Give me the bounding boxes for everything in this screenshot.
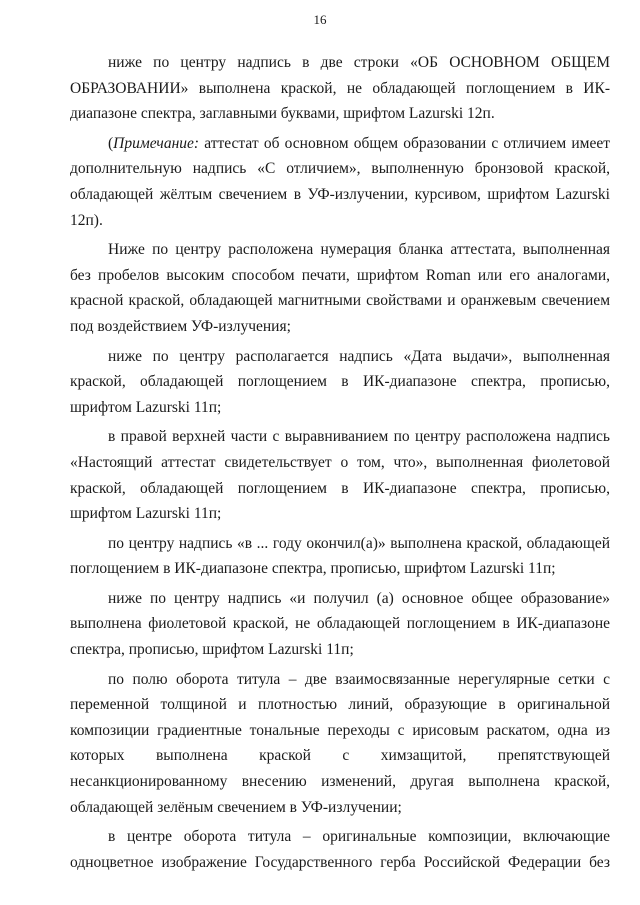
- paragraph-2: [70, 131, 610, 233]
- paragraph-9: в центре оборота титула – оригинальные композиции, включающие одноцветное изображение Государственного герба Российской Федерации без: [70, 828, 610, 871]
- paragraph-4: ниже по центру располагается надпись «Дата выдачи», выполненная краской, обладающей поглощением в ИК-диапазоне спектра, прописью, шрифтом Lazurski 11п;: [70, 347, 610, 416]
- document-body: [70, 50, 610, 879]
- page-number: 16: [313, 12, 327, 27]
- paragraph-8: по полю оборота титула – две взаимосвязанные нерегулярные сетки с переменной толщиной и плотностью линий, образующие в оригинальной композиции градиентные тональные переходы с ирисовым раскатом, одна из которых выполнена краской с химзащитой, препятствующей несанкционированному внесению изменений, другая выполнена краской, обладающей зелёным свечением в УФ-излучении;: [70, 670, 610, 816]
- paragraph-1: ниже по центру надпись в две строки «ОБ ОСНОВНОМ ОБЩЕМ ОБРАЗОВАНИИ» выполнена краской, не обладающей поглощением в ИК-диапазоне спектра, заглавными буквами, шрифтом Lazurski 12п.: [70, 54, 610, 123]
- paragraph-2-prefix: (: [108, 134, 114, 152]
- paragraph-3: Ниже по центру расположена нумерация бланка аттестата, выполненная без пробелов высоким способом печати, шрифтом Roman или его аналогами, красной краской, обладающей магнитными свойствами и оранжевым свечением под воздействием УФ-излучения;: [70, 241, 610, 335]
- paragraph-6: по центру надпись «в ... году окончил(а)» выполнена краской, обладающей поглощением в ИК-диапазоне спектра, прописью, шрифтом Lazurski 11п;: [70, 534, 610, 578]
- note-label: Примечание:: [113, 134, 200, 152]
- paragraph-2-text: аттестат об основном общем образовании с отличием имеет дополнительную надпись «С отличием», выполненную бронзовой краской, обладающей жёлтым свечением в УФ-излучении, курсивом, шрифтом Lazurski 12п).: [70, 134, 610, 229]
- paragraph-5: в правой верхней части с выравниванием по центру расположена надпись «Настоящий аттестат свидетельствует о том, что», выполненная фиолетовой краской, обладающей поглощением в ИК-диапазоне спектра, прописью, шрифтом Lazurski 11п;: [70, 428, 610, 523]
- paragraph-7: ниже по центру надпись «и получил (а) основное общее образование» выполнена фиолетовой краской, не обладающей поглощением в ИК-диапазоне спектра, прописью, шрифтом Lazurski 11п;: [70, 589, 610, 659]
